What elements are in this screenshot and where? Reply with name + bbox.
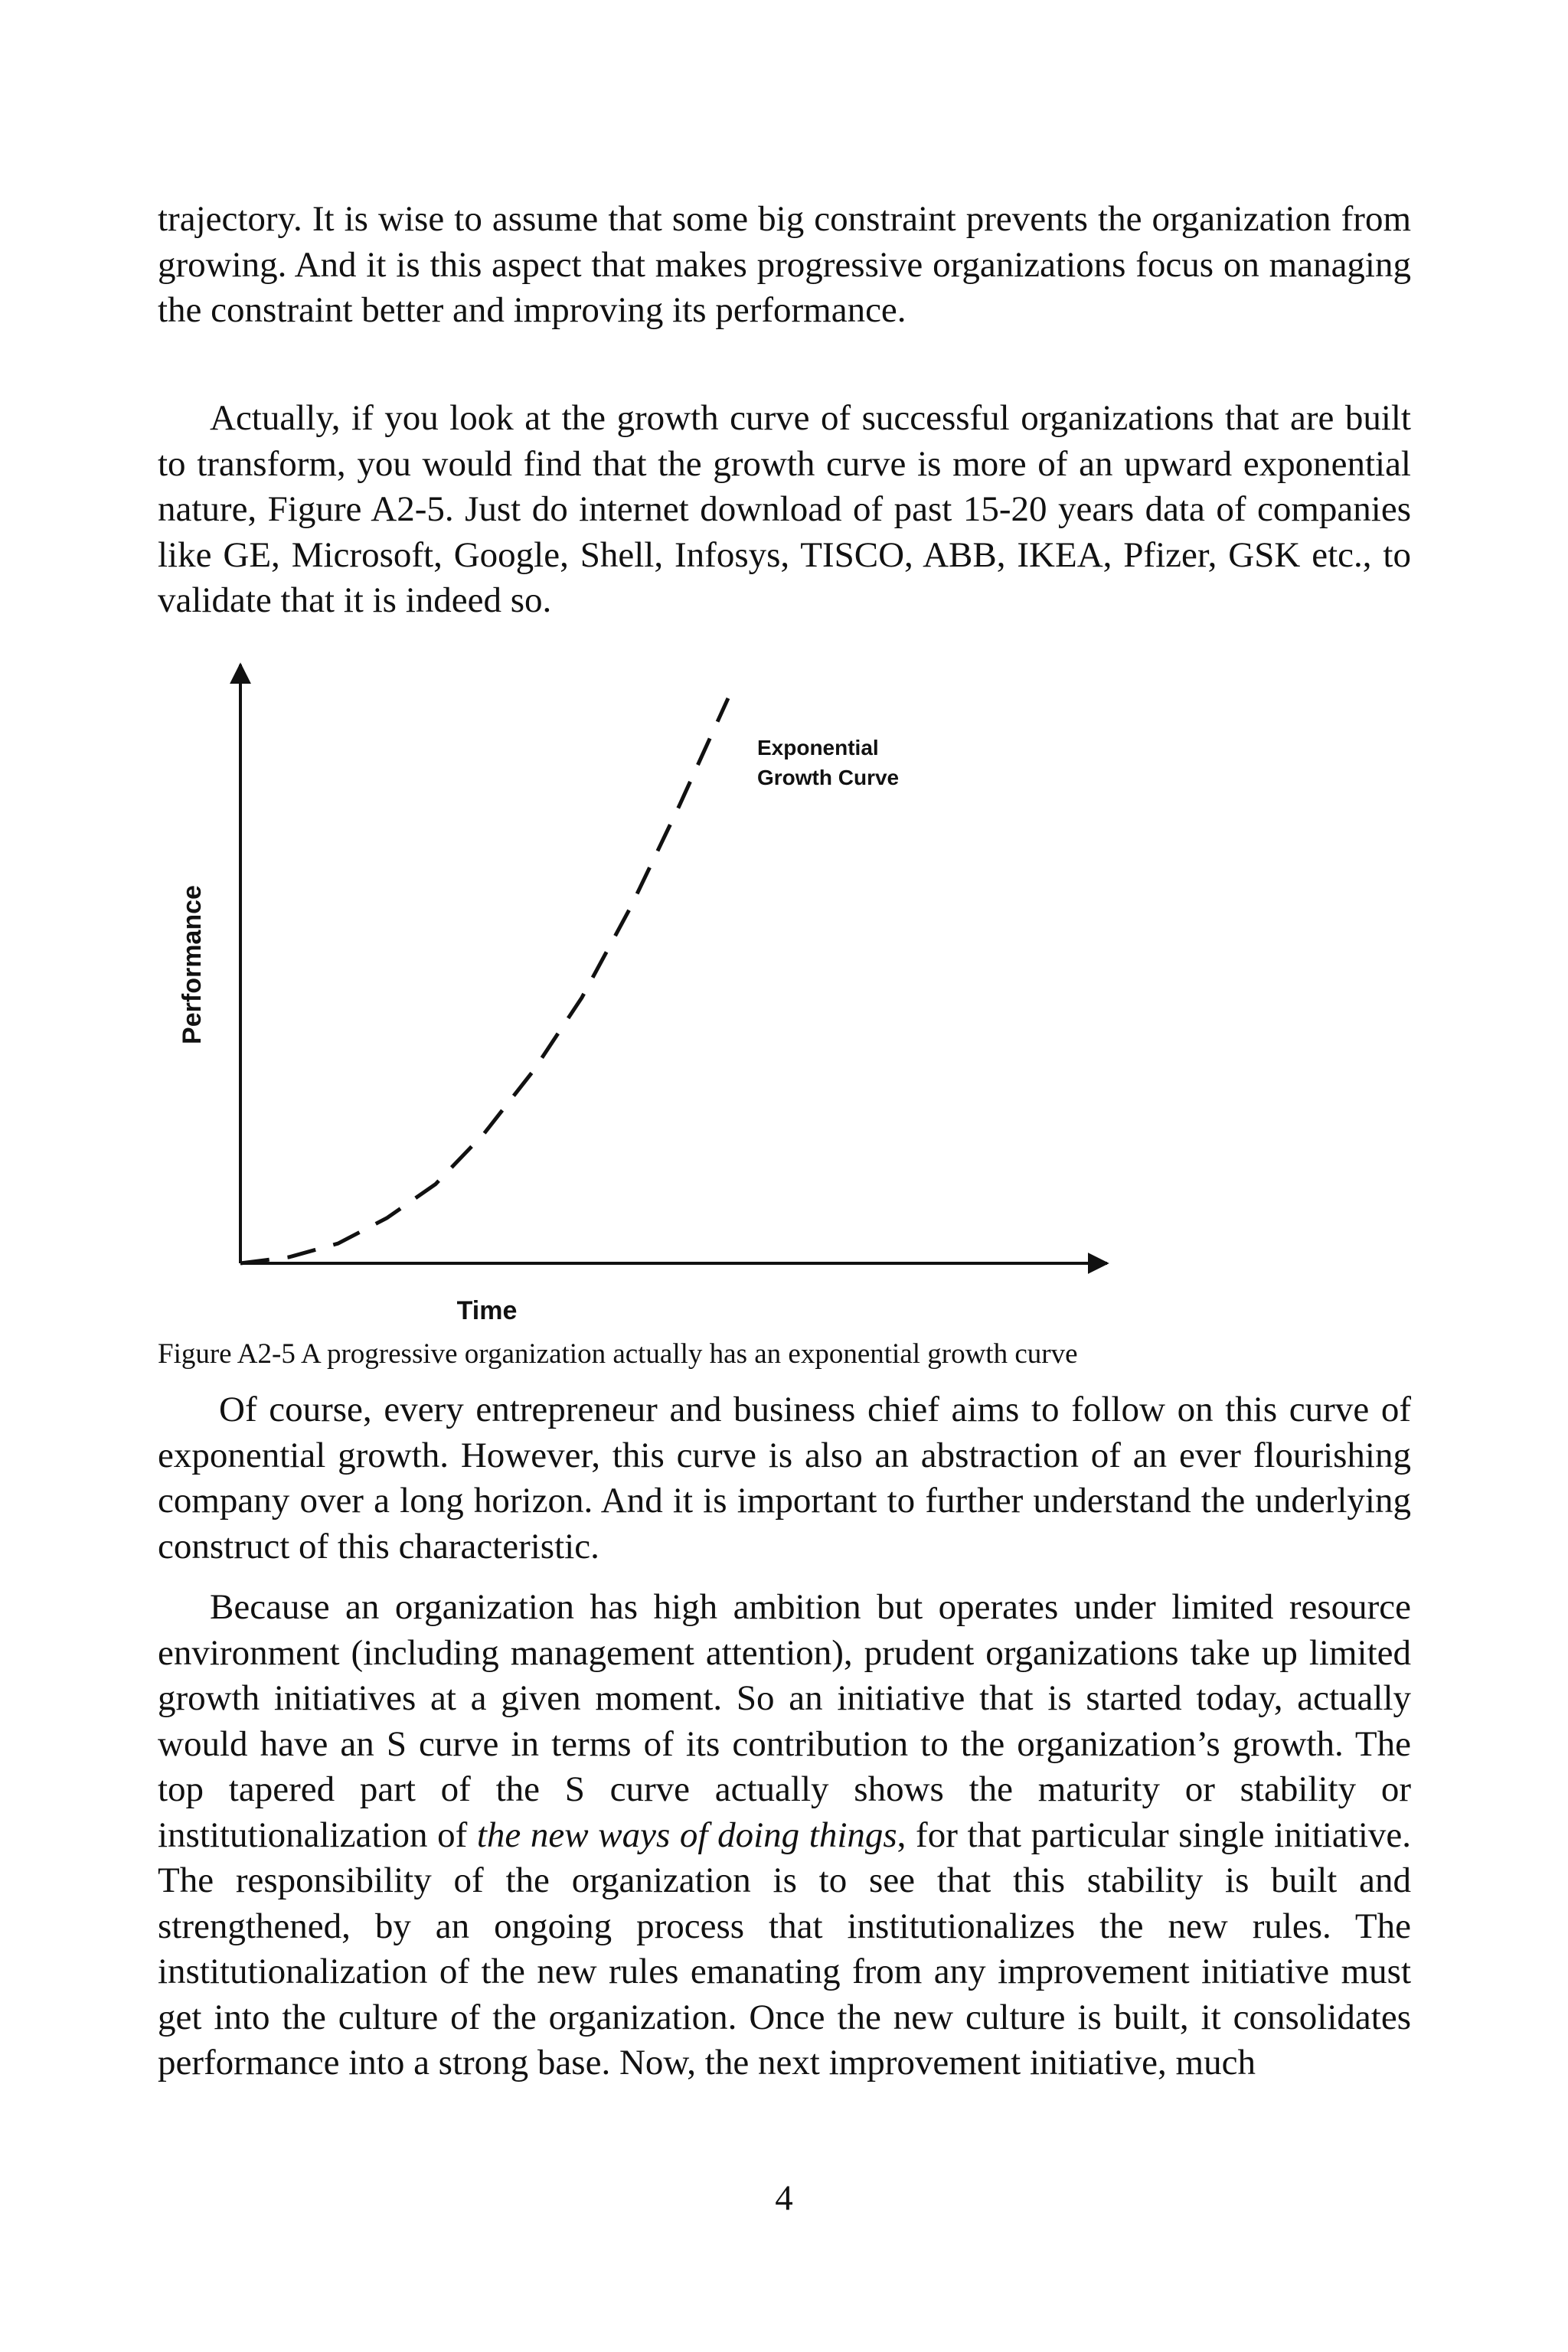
paragraph-1-text: trajectory. It is wise to assume that some big constraint prevents the organization from growing. And it is this aspect that makes progressive organizations focus on managing the constraint better and improving its performance. — [158, 199, 1411, 330]
paragraph-4-after-italic: , for that particular single initiative. The responsibility of the organization is to see that this stability is built and strengthened, by an ongoing process that institutionalizes the new rules. The institutionalization of the new rules emanating from any improvement initiative must get into the culture of the organization. Once the new culture is built, it consolidates performance into a strong base. Now, the next improvement initiative, much — [158, 1815, 1411, 2082]
page-number: 4 — [775, 2178, 793, 2218]
growth-chart — [158, 651, 1184, 1325]
paragraph-3-text: Of course, every entrepreneur and business chief aims to follow on this curve of exponential growth. However, this curve is also an abstraction of an ever flourishing company over a long horizon. And it is important to further understand the underlying construct of this characteristic. — [158, 1390, 1411, 1566]
paragraph-4-before-italic: Because an organization has high ambition but operates under limited resource environment (including management attention), prudent organizations take up limited growth initiatives at a given moment. So an initiative that is started today, actually would have an S curve in terms of its contribution to the organization’s growth. The top tapered part of the S curve actually shows the maturity or stability or institutionalization of — [158, 1587, 1411, 1855]
paragraph-4-text — [158, 1585, 1411, 2086]
paragraph-4 — [158, 1585, 1411, 2086]
paragraph-4-italic-phrase: the new ways of doing things — [476, 1815, 897, 1855]
figure-caption — [158, 1338, 1411, 1371]
figure-caption-text: Figure A2-5 A progressive organization actually has an exponential growth curve — [158, 1338, 1078, 1370]
growth-figure — [158, 651, 1184, 1325]
paragraph-2 — [158, 396, 1411, 624]
x-axis-label: Time — [456, 1296, 518, 1325]
series-label-line-1: Exponential — [757, 736, 879, 760]
series-label-line-2: Growth Curve — [757, 766, 900, 789]
paragraph-2-text: Actually, if you look at the growth curve of successful organizations that are built to transform, you would find that the growth curve is more of an upward exponential nature, Figure A2-5. Just do internet download of past 15-20 years data of companies like GE, Microsoft, Google, Shell, Infosys, TISCO, ABB, IKEA, Pfizer, GSK etc., to validate that it is indeed so. — [158, 398, 1411, 620]
paragraph-3 — [158, 1387, 1411, 1570]
paragraph-1 — [158, 197, 1411, 334]
growth-series-dashed-line — [240, 698, 728, 1263]
y-axis-label: Performance — [178, 885, 207, 1044]
